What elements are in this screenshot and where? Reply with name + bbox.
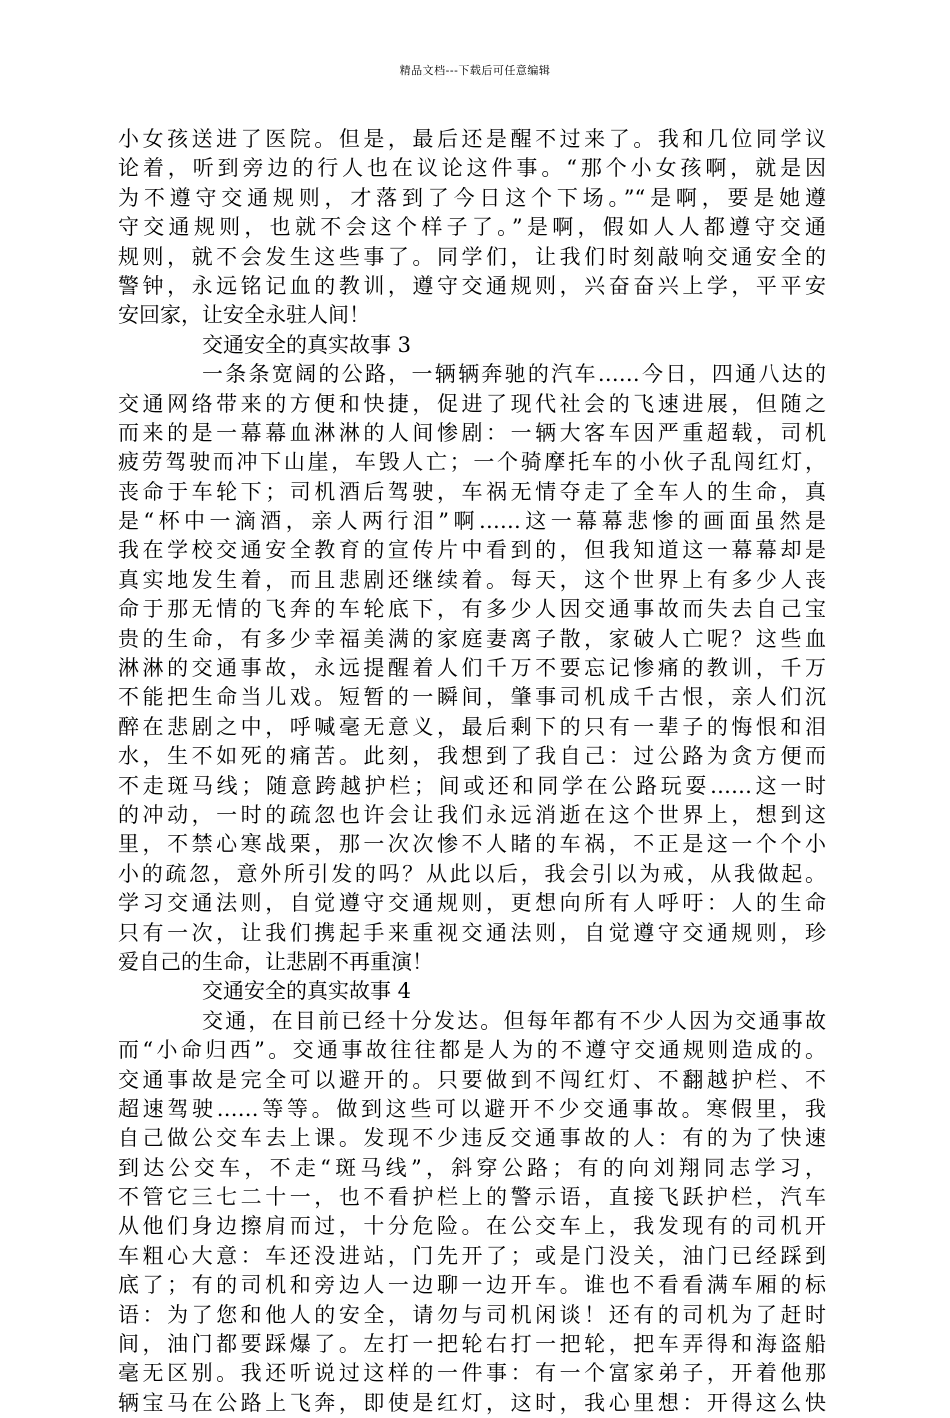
- text-line: 交通安全的真实故事 3: [202, 332, 412, 357]
- text-line: 命于那无情的飞奔的车轮底下，有多少人因交通事故而失去自己宝: [118, 597, 826, 622]
- text-line: 为不遵守交通规则，才落到了今日这个下场。”“是啊，要是她遵: [118, 185, 826, 210]
- text-line: 小女孩送进了医院。但是，最后还是醒不过来了。我和几位同学议: [118, 127, 826, 151]
- document-body: [118, 125, 826, 1418]
- text-line: 不管它三七二十一，也不看护栏上的警示语，直接飞跃护栏，汽车: [118, 1185, 826, 1210]
- text-line: 车粗心大意：车还没进站，门先开了；或是门没关，油门已经踩到: [118, 1243, 826, 1268]
- text-line: 爱自己的生命，让悲剧不再重演！: [118, 949, 433, 974]
- text-line: 到达公交车，不走“斑马线”，斜穿公路；有的向刘翔同志学习，: [118, 1155, 826, 1180]
- text-line: 小的疏忽，意外所引发的吗？从此以后，我会引以为戒，从我做起。: [118, 861, 826, 886]
- text-line: 只有一次，让我们携起手来重视交通法则，自觉遵守交通规则，珍: [118, 920, 826, 945]
- text-line: 交通网络带来的方便和快捷，促进了现代社会的飞速进展，但随之: [118, 391, 826, 416]
- text-line: 我在学校交通安全教育的宣传片中看到的，但我知道这一幕幕却是: [118, 538, 826, 563]
- text-line: 的冲动，一时的疏忽也许会让我们永远消逝在这个世界上，想到这: [118, 802, 826, 827]
- text-line: 不走斑马线；随意跨越护栏；间或还和同学在公路玩耍……这一时: [118, 773, 826, 798]
- text-line: 是“杯中一滴酒，亲人两行泪”啊……这一幕幕悲惨的画面虽然是: [118, 509, 826, 534]
- text-line: 间，油门都要踩爆了。左打一把轮右打一把轮，把车弄得和海盗船: [118, 1332, 826, 1357]
- text-line: 交通事故是完全可以避开的。只要做到不闯红灯、不翻越护栏、不: [118, 1067, 826, 1092]
- text-line: 疲劳驾驶而冲下山崖，车毁人亡；一个骑摩托车的小伙子乱闯红灯，: [118, 450, 826, 475]
- text-line: 而“小命归西”。交通事故往往都是人为的不遵守交通规则造成的。: [118, 1038, 826, 1063]
- text-line: 一条条宽阔的公路，一辆辆奔驰的汽车……今日，四通八达的: [202, 362, 826, 387]
- text-line: 论着，听到旁边的行人也在议论这件事。“那个小女孩啊，就是因: [118, 156, 826, 181]
- text-line: 底了；有的司机和旁边人一边聊一边开车。谁也不看看满车厢的标: [118, 1273, 826, 1298]
- text-line: 里，不禁心寒战栗，那一次次惨不人睹的车祸，不正是这一个个小: [118, 832, 826, 857]
- text-line: 语：为了您和他人的安全，请勿与司机闲谈！还有的司机为了赶时: [118, 1302, 826, 1327]
- text-line: 交通，在目前已经十分发达。但每年都有不少人因为交通事故: [202, 1008, 826, 1033]
- text-line: 学习交通法则，自觉遵守交通规则，更想向所有人呼吁：人的生命: [118, 891, 826, 916]
- text-line: 辆宝马在公路上飞奔，即使是红灯，这时，我心里想：开得这么快: [118, 1390, 826, 1415]
- text-line: 贵的生命，有多少幸福美满的家庭妻离子散，家破人亡呢？这些血: [118, 626, 826, 651]
- text-line: 超速驾驶……等等。做到这些可以避开不少交通事故。寒假里，我: [118, 1096, 826, 1121]
- text-line: 而来的是一幕幕血淋淋的人间惨剧：一辆大客车因严重超载，司机: [118, 420, 826, 445]
- text-line: 安回家，让安全永驻人间！: [118, 303, 370, 328]
- text-line: 从他们身边擦肩而过，十分危险。在公交车上，我发现有的司机开: [118, 1214, 826, 1239]
- text-line: 警钟，永远铭记血的教训，遵守交通规则，兴奋奋兴上学，平平安: [118, 273, 826, 298]
- text-line: 真实地发生着，而且悲剧还继续着。每天，这个世界上有多少人丧: [118, 567, 826, 592]
- text-line: 不能把生命当儿戏。短暂的一瞬间，肇事司机成千古恨，亲人们沉: [118, 685, 826, 710]
- text-line: 丧命于车轮下；司机酒后驾驶，车祸无情夺走了全车人的生命，真: [118, 479, 826, 504]
- text-line: 守交通规则，也就不会这个样子了。”是啊，假如人人都遵守交通: [118, 215, 826, 240]
- text-line: 淋淋的交通事故，永远提醒着人们千万不要忘记惨痛的教训，千万: [118, 656, 826, 681]
- text-line: 毫无区别。我还听说过这样的一件事：有一个富家弟子，开着他那: [118, 1361, 826, 1386]
- text-line: 规则，就不会发生这些事了。同学们，让我们时刻敲响交通安全的: [118, 244, 826, 269]
- text-line: 醉在悲剧之中，呼喊毫无意义，最后剩下的只有一辈子的悔恨和泪: [118, 714, 826, 739]
- text-line: 水，生不如死的痛苦。此刻，我想到了我自己：过公路为贪方便而: [118, 744, 826, 769]
- text-line: 自己做公交车去上课。发现不少违反交通事故的人：有的为了快速: [118, 1126, 826, 1151]
- page-header: 精品文档---下载后可任意编辑: [399, 64, 551, 77]
- text-line: 交通安全的真实故事 4: [202, 979, 412, 1004]
